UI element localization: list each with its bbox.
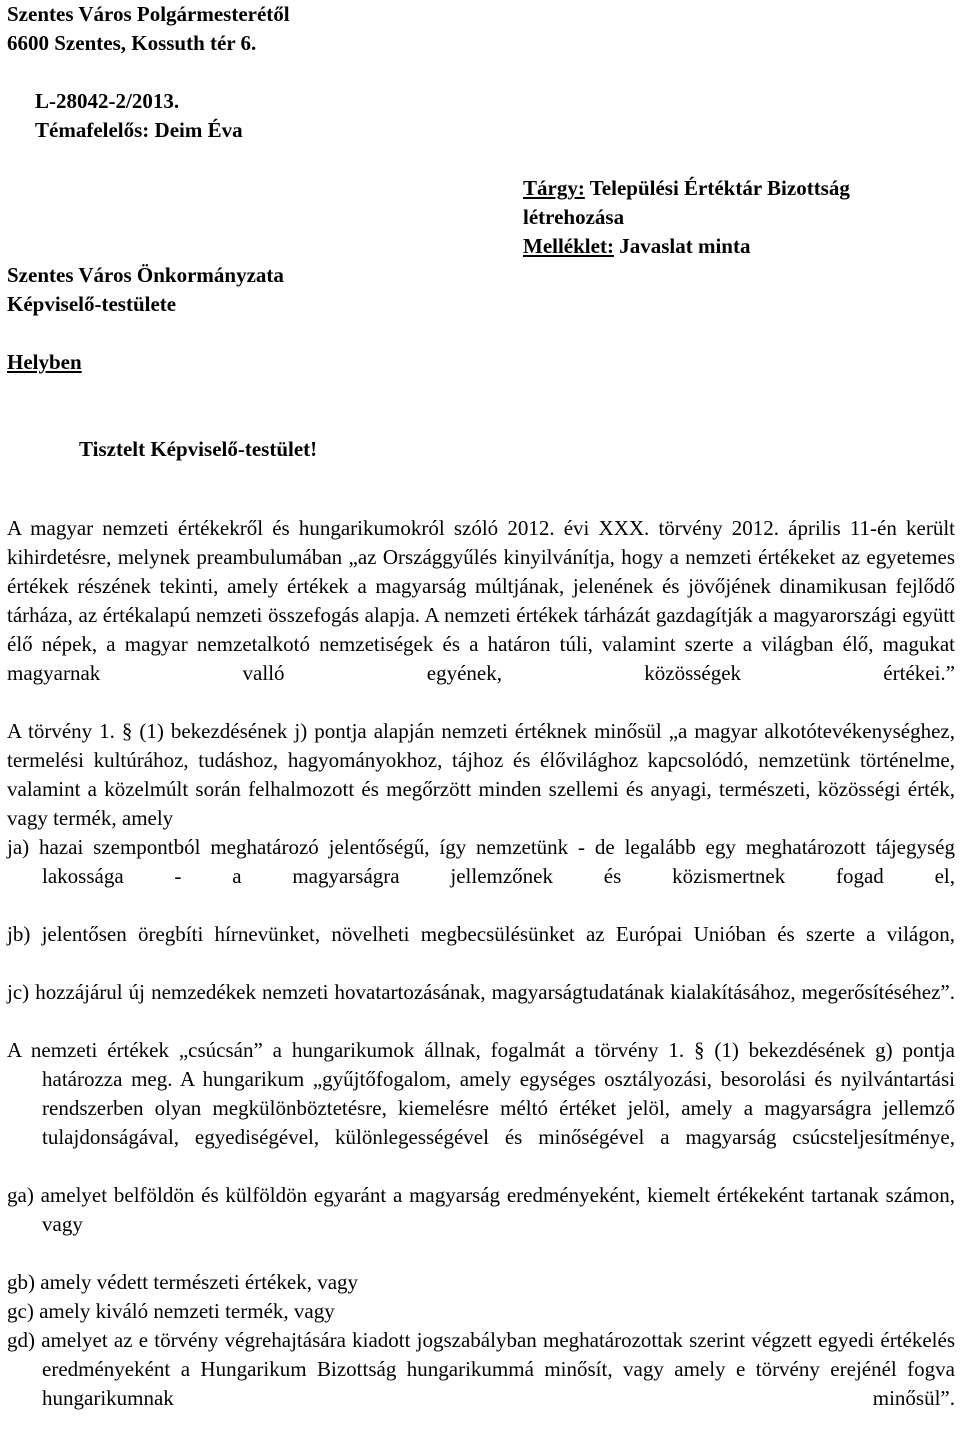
list-item-jc: jc) hozzájárul új nemzedékek nemzeti hovatartozásának, magyarságtudatának kialakításához, megerősítéséhez”. <box>7 980 955 1004</box>
salutation: Tisztelt Képviselő-testület! <box>79 437 318 461</box>
list-item-ja: ja) hazai szempontból meghatározó jelentőségű, így nemzetünk - de legalább egy meghatározott tájegység lakossága - a magyarságra jellemzőnek és közismertnek fogad el, <box>7 835 955 888</box>
letter-body <box>7 514 955 1442</box>
attachment-line <box>523 232 750 261</box>
location: Helyben <box>7 350 82 374</box>
subject-label: Tárgy: <box>523 176 585 200</box>
paragraph-preamble: A magyar nemzeti értékekről és hungarikumokról szóló 2012. évi XXX. törvény 2012. április 11-én került kihirdetésre, melynek preambulumában „az Országgyűlés kinyilvánítja, hogy a nemzeti értékeket az egyetemes értékek részének tekinti, amely értékek a magyarság múltjának, jelenének és jövőjének dinamikusan fejlődő tárháza, az értékalapú nemzeti összefogás alapja. A nemzeti értékek tárházát gazdagítják a magyarországi együtt élő népek, a magyar nemzetalkotó nemzetiségek és a határon túli, valamint szerte a világban élő, magukat magyarnak valló egyének, közösségek értékei.” <box>7 516 955 685</box>
attachment-label: Melléklet: <box>523 234 614 258</box>
sender-address: 6600 Szentes, Kossuth tér 6. <box>7 31 257 55</box>
list-item-jb: jb) jelentősen öregbíti hírnevünket, növelheti megbecsülésünket az Európai Unióban és szerte a világon, <box>7 922 955 946</box>
reference-number: L-28042-2/2013. <box>35 89 180 113</box>
list-item-gb: gb) amely védett természeti értékek, vagy <box>7 1270 359 1294</box>
list-item-gc: gc) amely kiváló nemzeti termék, vagy <box>7 1299 335 1323</box>
handler-name: Témafelelős: Deim Éva <box>35 118 243 142</box>
recipient-body: Képviselő-testülete <box>7 292 177 316</box>
subject-text-continued: létrehozása <box>523 205 625 229</box>
subject-text: Települési Értéktár Bizottság <box>589 176 850 200</box>
paragraph-definition: A törvény 1. § (1) bekezdésének j) pontja alapján nemzeti értéknek minősül „a magyar alkotótevékenységhez, termelési kultúrához, tudáshoz, hagyományokhoz, tájhoz és élővilághoz kapcsolódó, nemzetünk történelme, valamint a közelmúlt során felhalmozott és megőrzött minden szellemi és anyagi, természeti, közösségi érték, vagy termék, amely <box>7 719 955 830</box>
recipient-name: Szentes Város Önkormányzata <box>7 263 284 287</box>
subject-line <box>523 174 850 203</box>
list-item-ga: ga) amelyet belföldön és külföldön egyaránt a magyarság eredményeként, kiemelt értékeként tartanak számon, vagy <box>7 1183 955 1236</box>
attachment-text: Javaslat minta <box>619 234 751 258</box>
list-item-gd: gd) amelyet az e törvény végrehajtására kiadott jogszabályban meghatározottak szerint végzett egyedi értékelés eredményeként a Hungarikum Bizottság hungarikummá minősít, vagy amely e törvény erejénél fogva hungarikumnak minősül”. <box>7 1328 955 1410</box>
sender-name: Szentes Város Polgármesterétől <box>7 2 290 26</box>
paragraph-hungarikum: A nemzeti értékek „csúcsán” a hungarikumok állnak, fogalmát a törvény 1. § (1) bekezdésének g) pontja határozza meg. A hungarikum „gyűjtőfogalom, amely egységes osztályozási, besorolási és nyilvántartási rendszerben olyan megkülönböztetésre, kiemelésre méltó értéket jelöl, amely a magyarságra jellemző tulajdonságával, egyediségével, különlegességével és minőségével a magyarság csúcsteljesítménye, <box>7 1038 955 1149</box>
